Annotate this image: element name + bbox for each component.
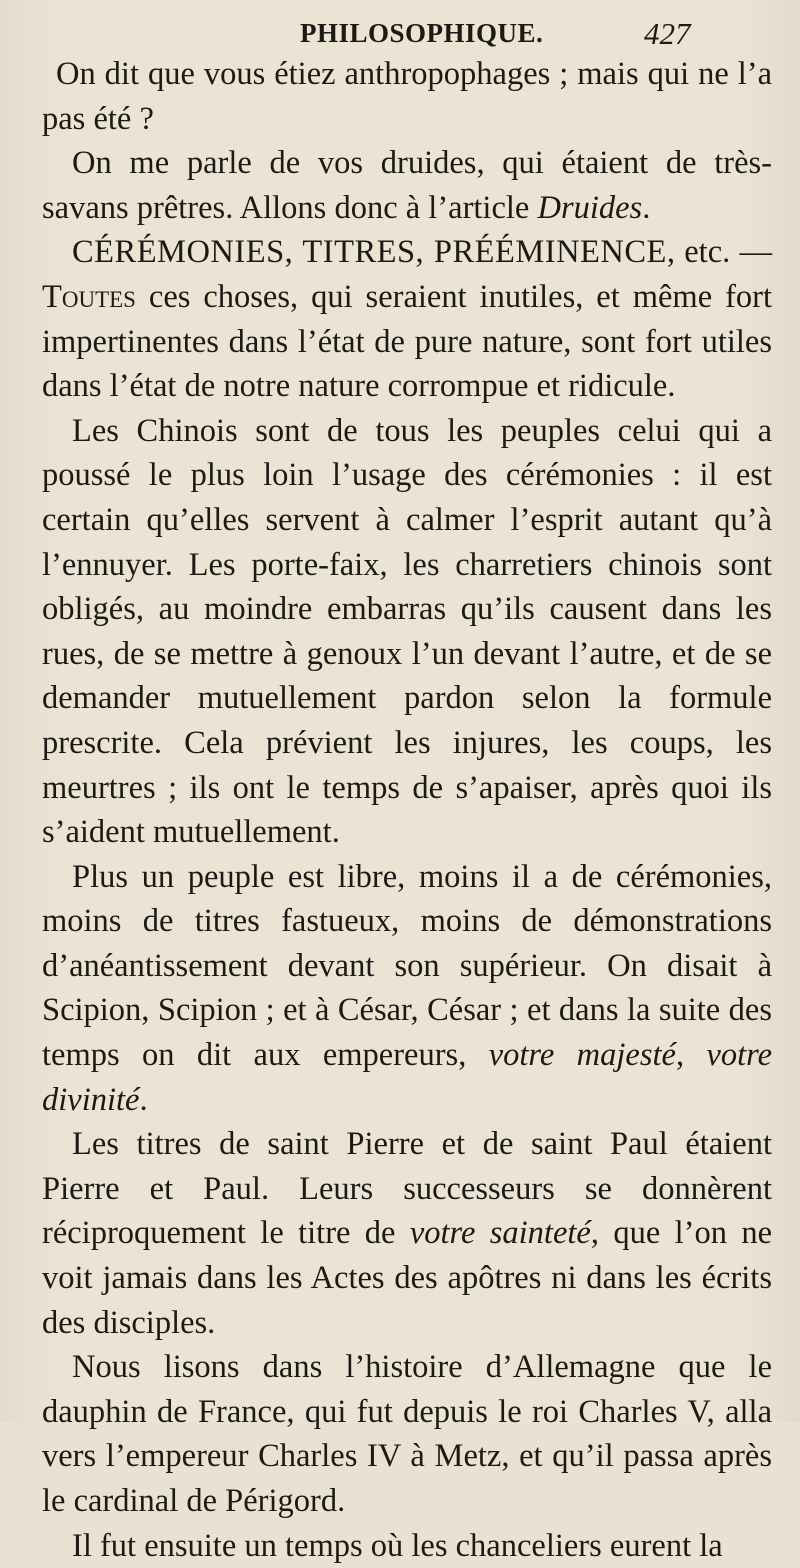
paragraph-8 [42,1524,772,1568]
paragraph-5-end: . [139,1081,148,1118]
paragraph-5-text: Plus un peuple est libre, moins il a de cérémonies, moins de titres fastueux, moins de démonstrations d’anéantissement devant son supérieur. On disait à Scipion, Scipion ; et à César, César ; et dans la suite des temps on dit aux empereurs, [42,858,772,1074]
page-number: 427 [644,16,691,51]
section-heading-etc: , etc. [666,234,731,271]
paragraph-6-end: , que l’on ne voit jamais dans les Actes des apôtres ni dans les écrits des disciples. [42,1215,772,1341]
paragraph-5 [42,855,772,1123]
paragraph-6-text: Les titres de saint Pierre et de saint Paul étaient Pierre et Paul. Leurs successeurs se donnèrent réciproquement le titre de [42,1126,772,1252]
paragraph-4 [42,409,772,855]
dash: — [739,234,772,271]
paragraph-1 [42,52,772,141]
paragraph-4-text: Les Chinois sont de tous les peuples celui qui a poussé le plus loin l’usage des cérémonies : il est certain qu’elles servent à calmer l’esprit autant qu’à l’ennuyer. Les porte-faix, les charretiers chinois sont obligés, au moindre embarras qu’ils causent dans les rues, de se mettre à genoux l’un devant l’autre, et de se demander mutuellement pardon selon la formule prescrite. Cela prévient les injures, les coups, les meurtres ; ils ont le temps de s’apaiser, après quoi ils s’aident mutuellement. [42,412,772,851]
paragraph-2-end: . [642,189,651,226]
running-title: PHILOSOPHIQUE. [300,18,544,48]
italic-votre-divinite: votre divinité [42,1037,773,1118]
paragraph-1-text: On dit que vous étiez anthropophages ; mais qui ne l’a pas été ? [42,56,772,137]
italic-votre-majeste: votre majesté [488,1037,676,1074]
paragraph-6 [42,1122,772,1345]
page-header [42,8,772,52]
body-text [42,52,772,1568]
smallcaps-word: Toutes [42,278,136,315]
paragraph-7-text: Nous lisons dans l’histoire d’Allemagne que le dauphin de France, qui fut depuis le roi Charles V, alla vers l’empereur Charles IV à Metz, et qu’il passa après le cardinal de Périgord. [42,1349,772,1519]
italic-votre-saintete: votre sainteté [409,1215,591,1252]
paragraph-2-text: On me parle de vos druides, qui étaient de très-savans prêtres. Allons donc à l’article [42,145,772,226]
druides-reference: Druides [537,189,643,226]
paragraph-2 [42,141,772,230]
section-heading: CÉRÉMONIES, TITRES, PRÉÉMINENCE [72,234,667,271]
paragraph-3 [42,230,772,408]
paragraph-7 [42,1345,772,1523]
paragraph-3-text: ces choses, qui seraient inutiles, et même fort impertinentes dans l’état de pure nature, sont fort utiles dans l’état de notre nature corrompue et ridicule. [42,278,772,405]
paragraph-5-separator: , [675,1037,707,1074]
paragraph-8-text: Il fut ensuite un temps où les chanceliers eurent la [72,1527,723,1564]
